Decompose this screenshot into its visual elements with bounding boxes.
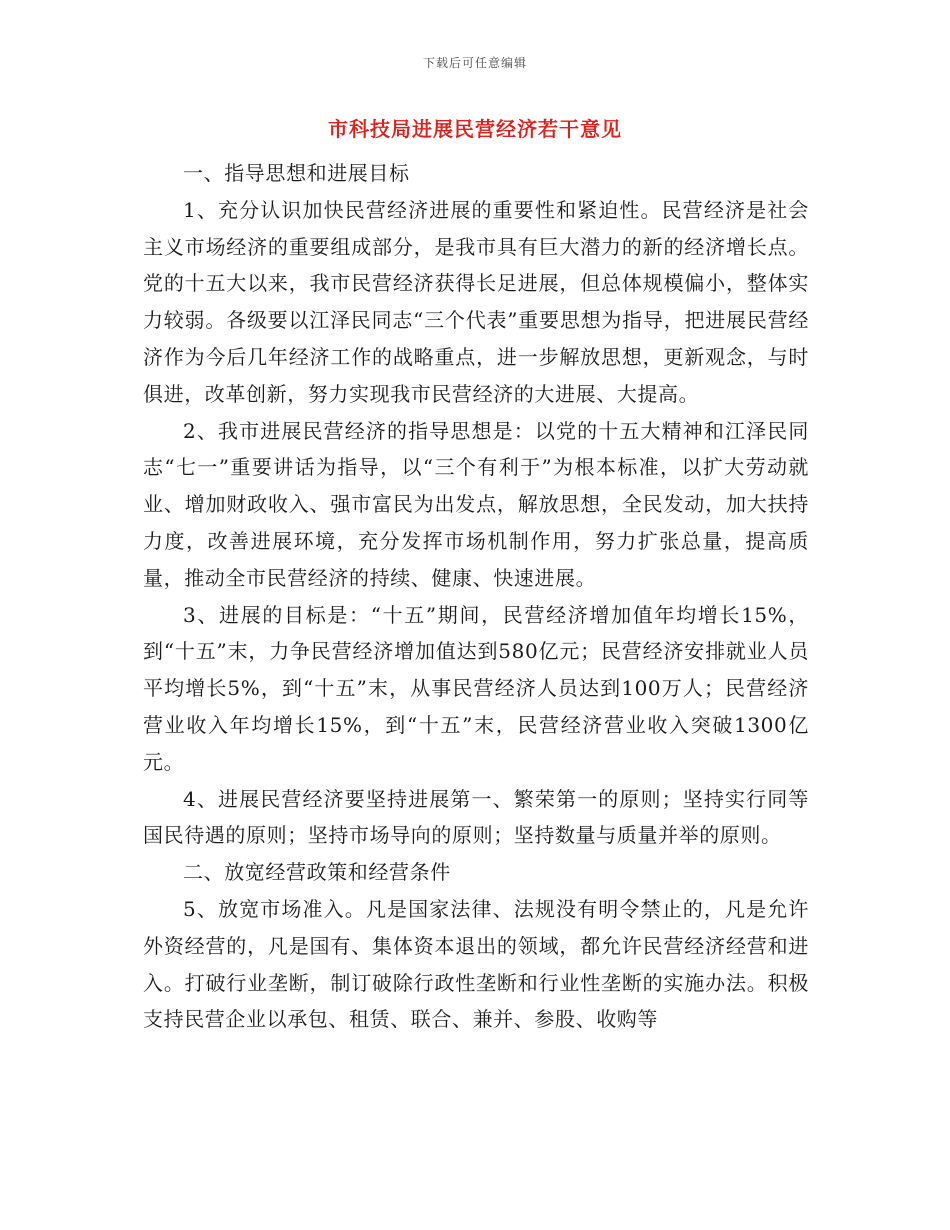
paragraph: 3、进展的目标是：“十五”期间，民营经济增加值年均增长15%，到“十五”末，力争民营经济增加值达到580亿元；民营经济安排就业人员平均增长5%，到“十五”末，从事民营经济人员达到100万人；民营经济营业收入年均增长15%，到“十五”末，民营经济营业收入突破1300亿元。 bbox=[143, 602, 809, 774]
section-heading: 二、放宽经营政策和经营条件 bbox=[183, 860, 451, 885]
document-title: 市科技局进展民营经济若干意见 bbox=[328, 117, 622, 141]
paragraph: 1、充分认识加快民营经济进展的重要性和紧迫性。民营经济是社会主义市场经济的重要组成部分，是我市具有巨大潜力的新的经济增长点。党的十五大以来，我市民营经济获得长足进展，但总体规模偏小，整体实力较弱。各级要以江泽民同志“三个代表”重要思想为指导，把进展民营经济作为今后几年经济工作的战略重点，进一步解放思想，更新观念，与时俱进，改革创新，努力实现我市民营经济的大进展、大提高。 bbox=[143, 197, 809, 406]
paragraph: 5、放宽市场准入。凡是国家法律、法规没有明令禁止的，凡是允许外资经营的，凡是国有、集体资本退出的领域，都允许民营经济经营和进入。打破行业垄断，制订破除行政性垄断和行业性垄断的实施办法。积极支持民营企业以承包、租赁、联合、兼并、参股、收购等 bbox=[143, 896, 809, 1032]
paragraph: 2、我市进展民营经济的指导思想是：以党的十五大精神和江泽民同志“七一”重要讲话为指导，以“三个有利于”为根本标准，以扩大劳动就业、增加财政收入、强市富民为出发点，解放思想，全民发动，加大扶持力度，改善进展环境，充分发挥市场机制作用，努力扩张总量，提高质量，推动全市民营经济的持续、健康、快速进展。 bbox=[143, 418, 809, 590]
page-header-note: 下载后可任意编辑 bbox=[422, 56, 527, 70]
paragraph: 4、进展民营经济要坚持进展第一、繁荣第一的原则；坚持实行同等国民待遇的原则；坚持市场导向的原则；坚持数量与质量并举的原则。 bbox=[143, 786, 809, 848]
document-body bbox=[143, 155, 809, 1038]
section-heading: 一、指导思想和进展目标 bbox=[183, 161, 410, 185]
